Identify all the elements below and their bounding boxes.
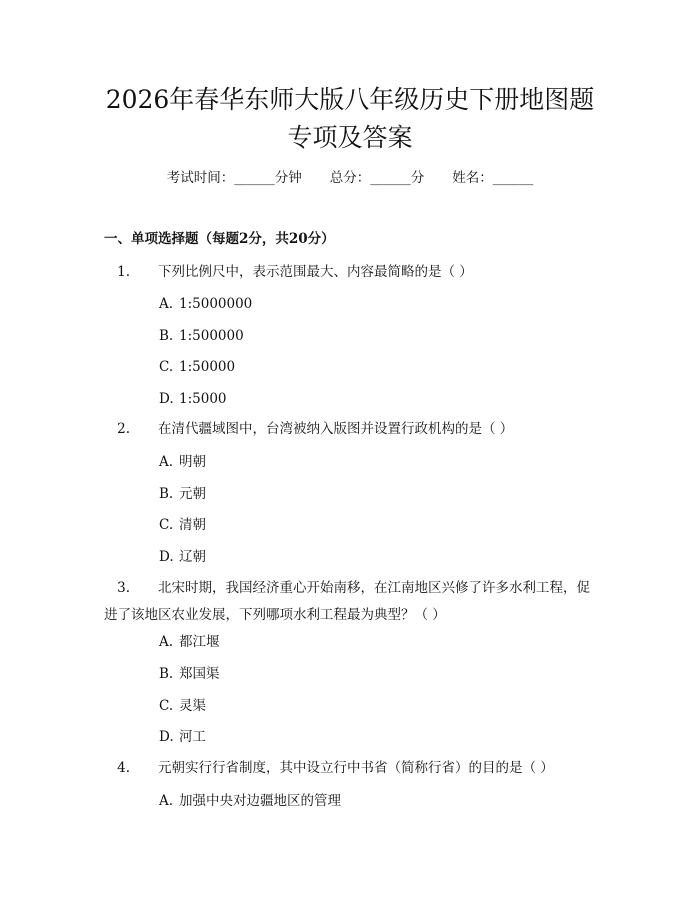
exam-name: 姓名：______ bbox=[452, 170, 534, 186]
question-3 bbox=[104, 575, 598, 629]
option-text: 元朝 bbox=[179, 486, 206, 502]
exam-score: 总分：______分 bbox=[329, 170, 425, 186]
option-3b bbox=[159, 664, 220, 684]
question-number: 4. bbox=[117, 760, 130, 776]
question-text: 下列比例尺中，表示范围最大、内容最简略的是（ ） bbox=[158, 264, 473, 280]
option-letter: C. bbox=[159, 517, 174, 533]
option-2a bbox=[159, 452, 206, 472]
option-text: 河工 bbox=[179, 729, 206, 745]
section-heading: 一、单项选择题（每题2分，共20分） bbox=[104, 231, 335, 247]
option-text: 加强中央对边疆地区的管理 bbox=[179, 793, 341, 809]
question-text-line-1: 北宋时期，我国经济重心开始南移，在江南地区兴修了许多水利工程，促 bbox=[158, 580, 590, 596]
option-2c bbox=[159, 515, 206, 535]
option-letter: A. bbox=[159, 793, 174, 809]
option-3c bbox=[159, 696, 206, 716]
option-1a bbox=[159, 294, 252, 314]
option-letter: D. bbox=[159, 549, 174, 565]
option-text: 明朝 bbox=[179, 454, 206, 470]
question-number: 1. bbox=[117, 264, 130, 280]
option-text: 郑国渠 bbox=[179, 666, 220, 682]
option-text: 1:50000 bbox=[179, 359, 236, 375]
option-letter: A. bbox=[159, 634, 174, 650]
option-2b bbox=[159, 484, 206, 504]
option-letter: D. bbox=[159, 391, 174, 407]
option-letter: A. bbox=[159, 454, 174, 470]
option-text: 辽朝 bbox=[179, 549, 206, 565]
option-letter: C. bbox=[159, 359, 174, 375]
option-text: 1:500000 bbox=[179, 328, 244, 344]
page-title-line-1: 2026年春华东师大版八年级历史下册地图题 bbox=[105, 85, 595, 114]
option-1c bbox=[159, 357, 235, 377]
question-number: 3. bbox=[117, 580, 130, 596]
option-3d bbox=[159, 727, 206, 747]
option-3a bbox=[159, 632, 220, 652]
question-2 bbox=[104, 416, 598, 443]
option-text: 灵渠 bbox=[179, 698, 206, 714]
question-1 bbox=[104, 259, 598, 286]
option-text: 1:5000000 bbox=[179, 296, 253, 312]
question-text: 元朝实行行省制度，其中设立行中书省（简称行省）的目的是（ ） bbox=[158, 760, 554, 776]
question-line-1 bbox=[104, 575, 598, 602]
question-text: 在清代疆域图中，台湾被纳入版图并设置行政机构的是（ ） bbox=[158, 421, 514, 437]
exam-meta bbox=[0, 168, 700, 188]
option-letter: B. bbox=[159, 328, 174, 344]
option-letter: A. bbox=[159, 296, 174, 312]
option-text: 1:5000 bbox=[179, 391, 227, 407]
option-text: 清朝 bbox=[179, 517, 206, 533]
option-text: 都江堰 bbox=[179, 634, 220, 650]
option-1b bbox=[159, 326, 244, 346]
question-number: 2. bbox=[117, 421, 130, 437]
option-2d bbox=[159, 547, 206, 567]
option-1d bbox=[159, 389, 227, 409]
option-letter: C. bbox=[159, 698, 174, 714]
option-letter: B. bbox=[159, 666, 174, 682]
option-letter: D. bbox=[159, 729, 174, 745]
page-title-line-2: 专项及答案 bbox=[287, 123, 413, 152]
option-letter: B. bbox=[159, 486, 174, 502]
question-4 bbox=[104, 755, 598, 782]
option-4a bbox=[159, 791, 341, 811]
exam-time: 考试时间：______分钟 bbox=[166, 170, 302, 186]
question-text-line-2: 进了该地区农业发展，下列哪项水利工程最为典型？（ ） bbox=[104, 607, 446, 623]
